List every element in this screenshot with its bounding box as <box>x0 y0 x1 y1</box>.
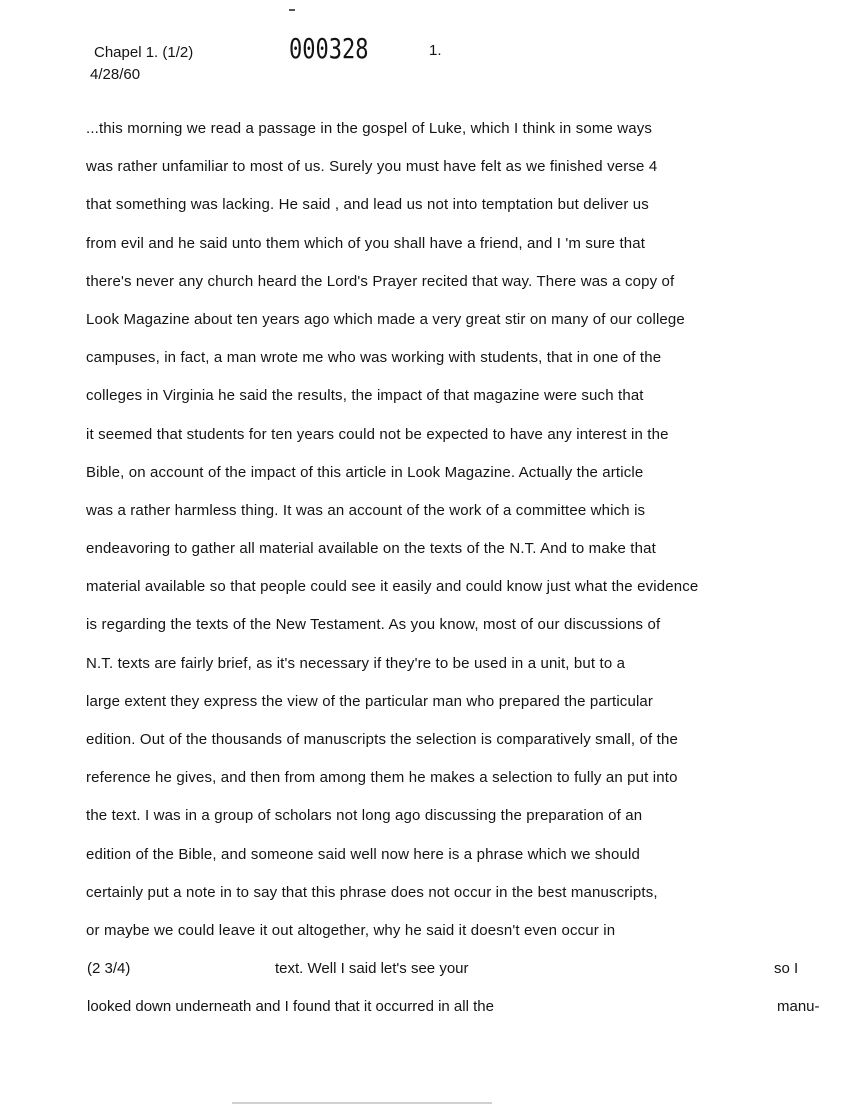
text-line: reference he gives, and then from among them he makes a selection to fully an put into <box>86 769 678 787</box>
text-line: endeavoring to gather all material available on the texts of the N.T. And to make that <box>86 540 656 558</box>
tape-time-marker: (2 3/4) <box>87 960 131 978</box>
text-line: that something was lacking. He said , and lead us not into temptation but deliver us <box>86 196 649 214</box>
text-line: campuses, in fact, a man wrote me who was working with students, that in one of the <box>86 349 662 367</box>
text-line: from evil and he said unto them which of you shall have a friend, and I 'm sure that <box>86 234 646 252</box>
text-line: Bible, on account of the impact of this article in Look Magazine. Actually the article <box>86 463 644 481</box>
text-line: or maybe we could leave it out altogether, why he said it doesn't even occur in <box>86 921 616 939</box>
text-fragment: looked down underneath and I found that it occurred in all the <box>87 998 494 1016</box>
text-line: was a rather harmless thing. It was an account of the work of a committee which is <box>86 501 646 519</box>
page-number: 1. <box>429 42 442 59</box>
text-line: it seemed that students for ten years could not be expected to have any interest in the <box>86 425 669 443</box>
text-line: edition. Out of the thousands of manuscripts the selection is comparatively small, of the <box>86 731 678 748</box>
top-edge-mark <box>289 9 295 11</box>
header-left <box>90 42 194 86</box>
chapel-label: Chapel 1. (1/2) <box>94 44 194 61</box>
text-fragment: so I <box>774 960 799 978</box>
text-line: the text. I was in a group of scholars not long ago discussing the preparation of an <box>86 807 643 825</box>
text-line-with-gaps <box>86 956 846 994</box>
text-line: large extent they express the view of the particular man who prepared the particular <box>86 692 654 710</box>
text-line: is regarding the texts of the New Testament. As you know, most of our discussions of <box>86 616 661 634</box>
text-line: there's never any church heard the Lord's Prayer recited that way. There was a copy of <box>86 272 675 290</box>
text-fragment: text. Well I said let's see your <box>275 960 469 978</box>
text-line: edition of the Bible, and someone said well now here is a phrase which we should <box>86 845 640 863</box>
text-line: Look Magazine about ten years ago which made a very great stir on many of our college <box>86 310 685 328</box>
text-line: was rather unfamiliar to most of us. Surely you must have felt as we finished verse 4 <box>86 158 658 176</box>
text-line: material available so that people could see it easily and could know just what the evidence <box>86 578 699 596</box>
text-line-with-gaps <box>86 994 846 1032</box>
transcript-body <box>86 116 846 1033</box>
text-line: N.T. texts are fairly brief, as it's necessary if they're to be used in a unit, but to a <box>86 654 626 672</box>
text-line: ...this morning we read a passage in the gospel of Luke, which I think in some ways <box>86 120 653 137</box>
text-fragment: manu- <box>777 998 820 1016</box>
document-number: 000328 <box>289 34 369 66</box>
text-line: certainly put a note in to say that this phrase does not occur in the best manuscripts, <box>86 883 658 901</box>
bottom-edge-line <box>232 1102 492 1104</box>
date-label: 4/28/60 <box>90 66 141 83</box>
text-line: colleges in Virginia he said the results, the impact of that magazine were such that <box>86 387 644 405</box>
